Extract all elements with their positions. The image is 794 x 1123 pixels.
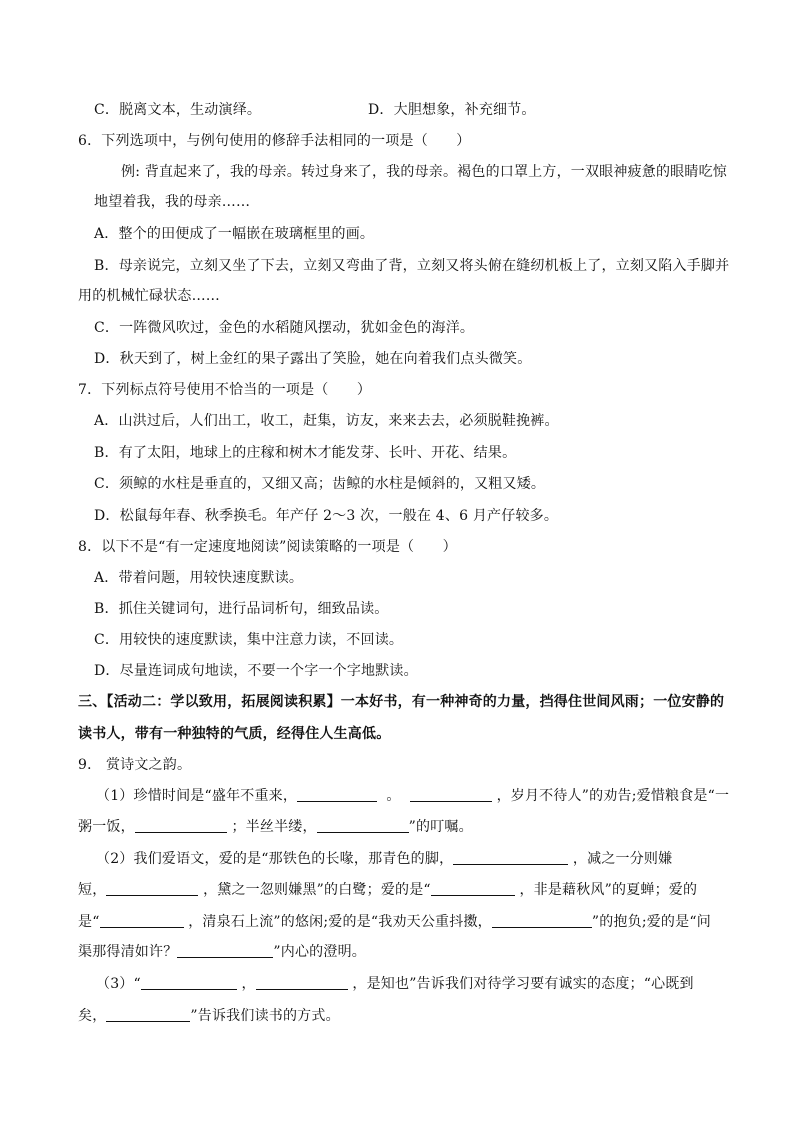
q9-part1-line2: 粥一饭， ；半丝半缕， ”的叮嘱。 [78,819,473,835]
q6-option-a: A．整个的田便成了一幅嵌在玻璃框里的画。 [94,226,375,242]
answer-blank[interactable] [177,943,273,958]
q9-stem: 9． 赏诗文之韵。 [78,757,192,773]
q5-option-c: C．脱离文本，生动演绎。 [94,102,262,118]
answer-blank[interactable] [431,881,515,896]
q9-part2-line2: 短， ，黛之一忽则嫌黑”的白鹭；爱的是“ ，非是藉秋风”的夏蝉；爱的 [78,882,698,898]
q7-option-d: D．松鼠每年春、秋季换毛。年产仔 2～3 次，一般在 4、6 月产仔较多。 [94,508,559,524]
q9-part2-line3: 是“ ，清泉石上流”的悠闲;爱的是“我劝天公重抖擞， ”的抱负;爱的是“问 [78,914,711,930]
q8-stem: 8．以下不是“有一定速度地阅读”阅读策略的一项是（ ） [78,539,457,555]
q9-part3-line2: 矣， ”告诉我们读书的方式。 [78,1008,340,1024]
q6-stem: 6．下列选项中，与例句使用的修辞手法相同的一项是（ ） [78,133,471,149]
q8-option-b: B．抓住关键词句，进行品词析句，细致品读。 [94,601,389,617]
q6-example-line1: 例: 背直起来了，我的母亲。转过身来了，我的母亲。褐色的口罩上方，一双眼神疲惫的眼睛吃惊 [121,164,727,180]
q7-stem: 7．下列标点符号使用不恰当的一项是（ ） [78,382,372,398]
q9-part2-line4: 渠那得清如许？ ”内心的澄明。 [78,944,366,960]
q6-option-c: C．一阵微风吹过，金色的水稻随风摆动，犹如金色的海洋。 [94,320,475,336]
answer-blank[interactable] [453,850,568,865]
q5-option-d: D．大胆想象，补充细节。 [368,102,536,118]
answer-blank[interactable] [317,818,409,833]
section3-heading-line1: 三、【活动二：学以致用，拓展阅读积累】一本好书，有一种神奇的力量，挡得住世间风雨；一位安静的 [78,694,725,710]
q8-option-c: C．用较快的速度默读，集中注意力读，不回读。 [94,632,404,648]
q9-part3-line1: （3）“ ， ，是知也”告诉我们对待学习要有诚实的态度；“心既到 [96,976,694,992]
q8-option-d: D．尽量连词成句地读，不要一个字一个字地默读。 [94,663,418,679]
section3-heading-line2: 读书人，带有一种独特的气质，经得住人生高低。 [78,726,391,742]
answer-blank[interactable] [135,818,227,833]
q6-option-b-line1: B．母亲说完，立刻又坐了下去，立刻又弯曲了背，立刻又将头俯在缝纫机板上了，立刻又陷入手脚并 [94,258,730,274]
answer-blank[interactable] [100,913,184,928]
q7-option-c: C．须鲸的水柱是垂直的，又细又高；齿鲸的水柱是倾斜的，又粗又矮。 [94,476,546,492]
q6-option-b-line2: 用的机械忙碌状态…… [78,288,220,304]
q6-example-line2: 地望着我，我的母亲…… [94,194,251,210]
q9-part2-line1: （2）我们爱语文，爱的是“那铁色的长喙，那青色的脚， ，减之一分则嫌 [96,851,673,867]
answer-blank[interactable] [492,913,592,928]
q6-option-d: D．秋天到了，树上金红的果子露出了笑脸，她在向着我们点头微笑。 [94,351,532,367]
answer-blank[interactable] [106,881,198,896]
answer-blank[interactable] [256,975,348,990]
answer-blank[interactable] [141,975,237,990]
q7-option-b: B．有了太阳，地球上的庄稼和树木才能发芽、长叶、开花、结果。 [94,445,517,461]
q7-option-a: A．山洪过后，人们出工，收工，赶集，访友，来来去去，必须脱鞋挽裤。 [94,413,559,429]
answer-blank[interactable] [297,787,377,802]
answer-blank[interactable] [410,787,492,802]
q9-part1-line1: （1）珍惜时间是“盛年不重来， 。 ，岁月不待人”的劝告;爱惜粮食是“一 [96,788,730,804]
q8-option-a: A．带着问题，用较快速度默读。 [94,570,304,586]
answer-blank[interactable] [106,1007,190,1022]
